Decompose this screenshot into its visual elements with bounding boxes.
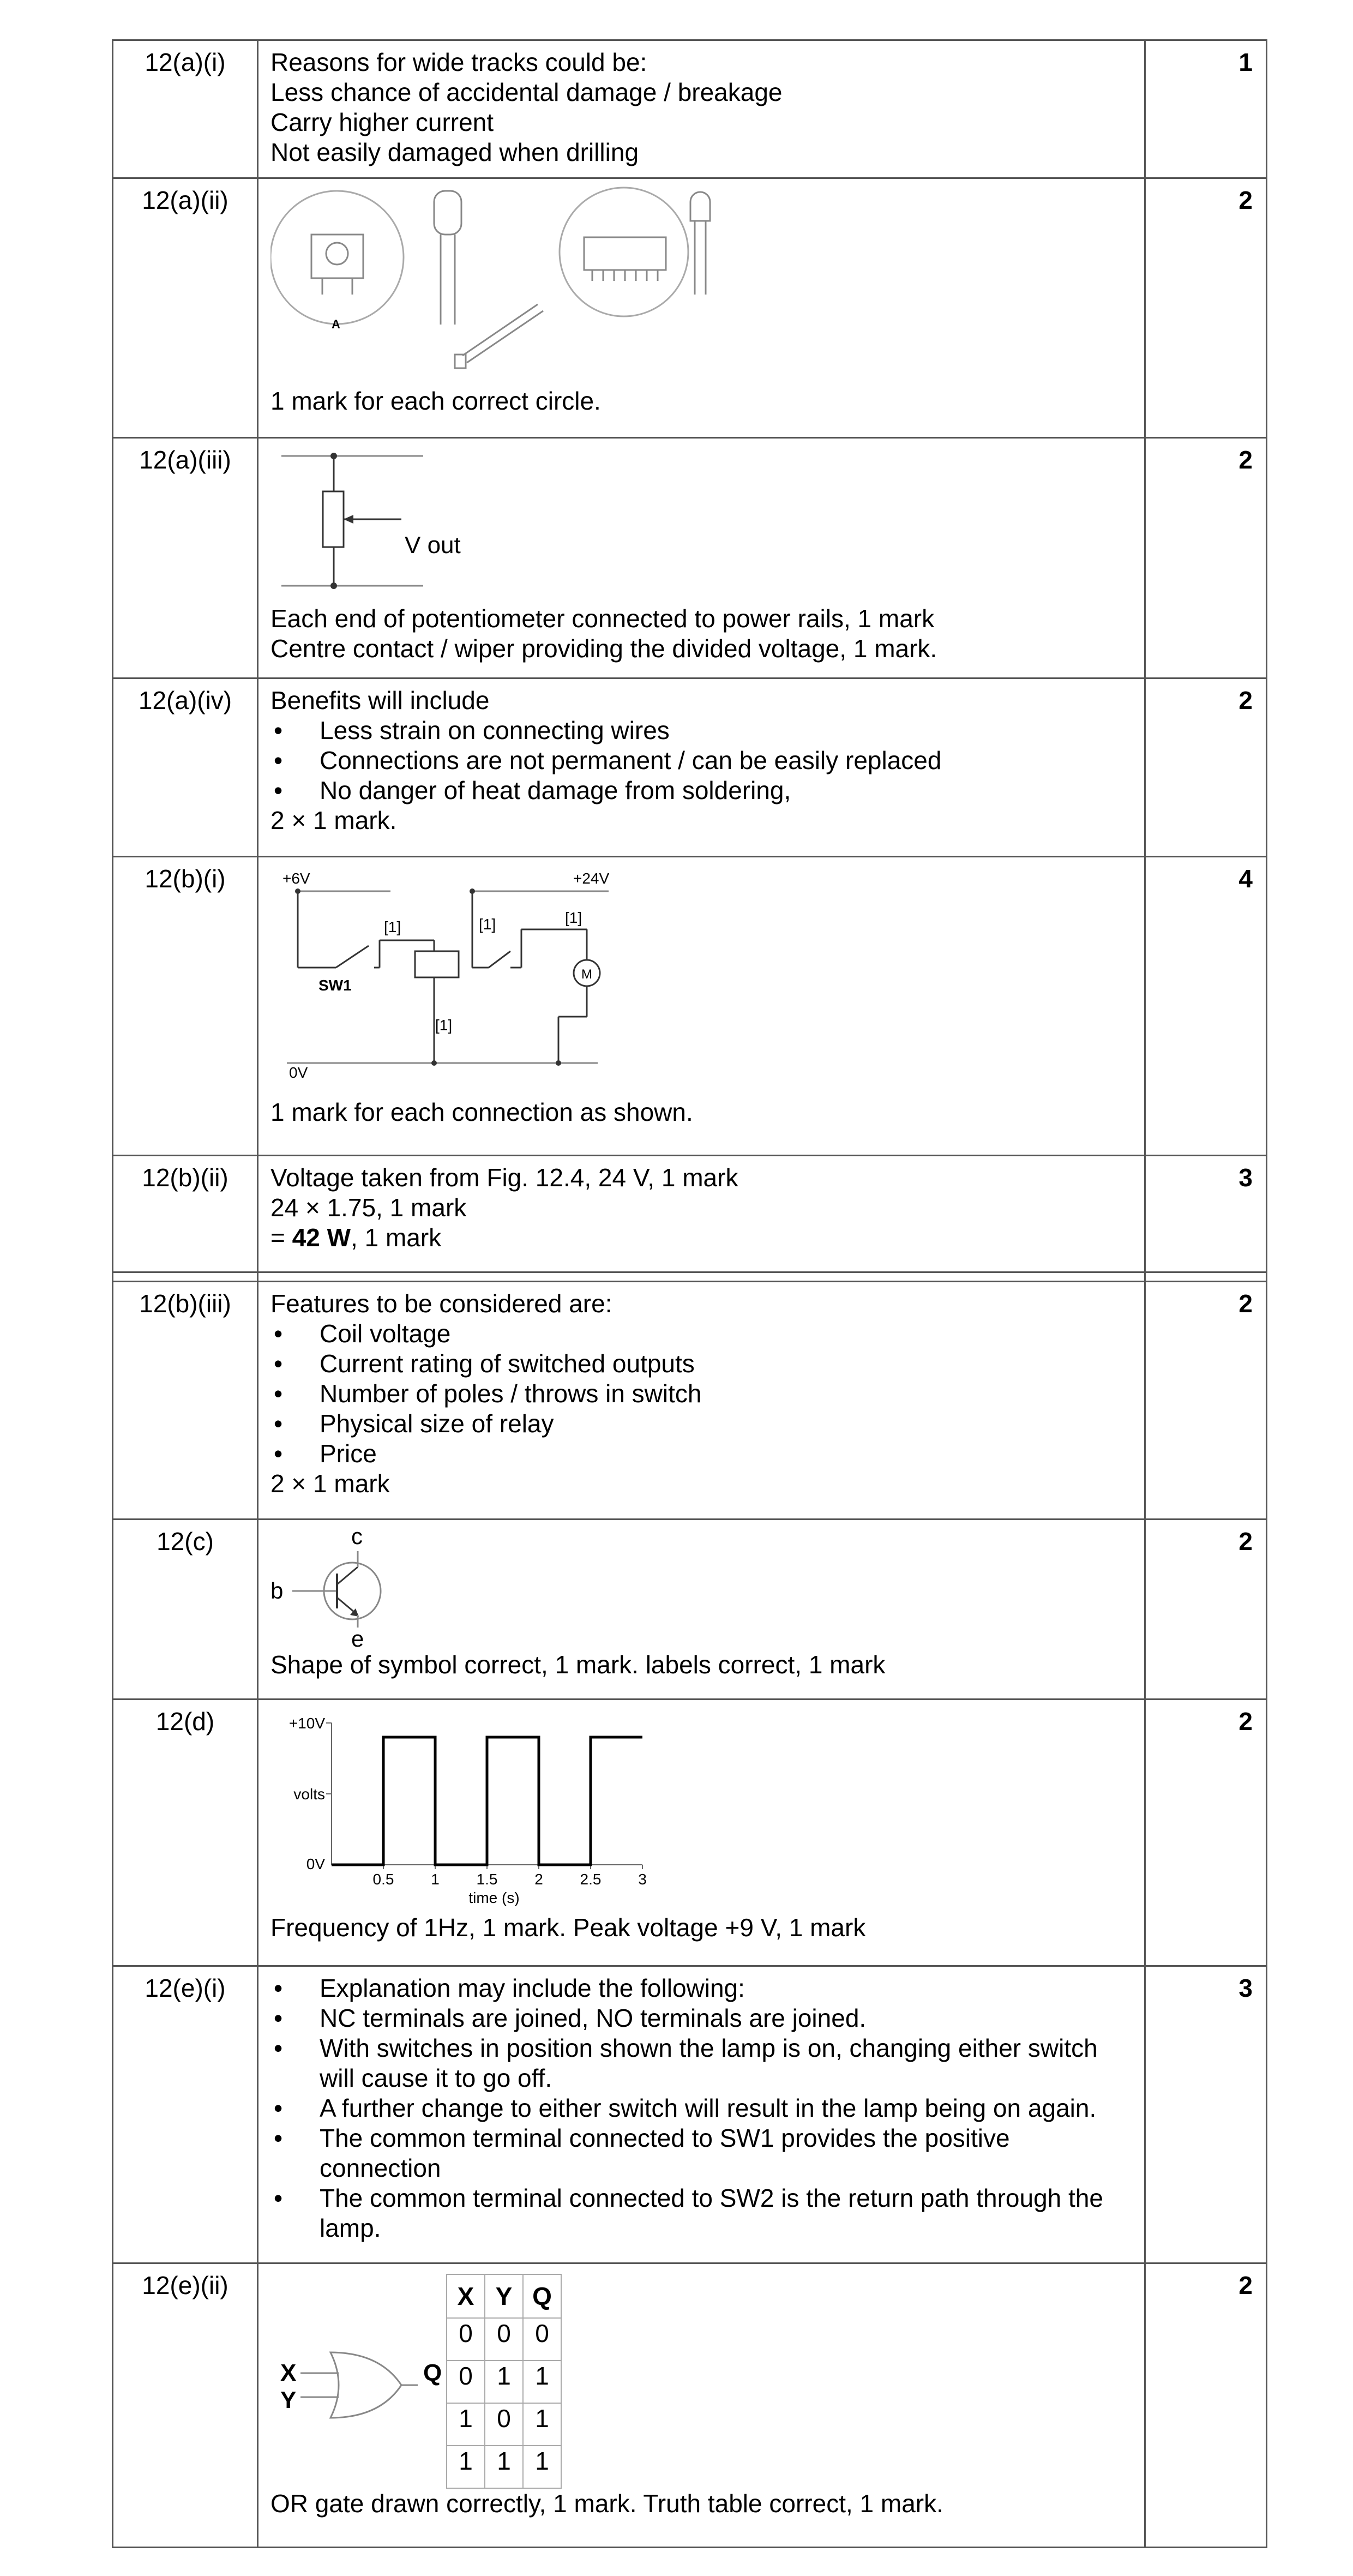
marks: 2: [1145, 2263, 1267, 2548]
question-number: 12(e)(i): [113, 1966, 258, 2263]
output-q-label: Q: [423, 2359, 442, 2386]
input-y-label: Y: [280, 2387, 297, 2413]
answer-tail: 2 × 1 mark.: [270, 806, 397, 834]
x-tick-label: 2.5: [580, 1871, 602, 1888]
table-row: [113, 678, 1267, 857]
table-row: [113, 40, 1267, 178]
table-row: [113, 1700, 1267, 1966]
marks: 3: [1145, 1966, 1267, 2263]
answer-line: Not easily damaged when drilling: [270, 138, 639, 166]
truth-table-row: [447, 2318, 561, 2361]
answer-note: 1 mark for each connection as shown.: [270, 1098, 693, 1126]
question-number: 12(b)(ii): [113, 1156, 258, 1272]
truth-table-cell: 1: [523, 2446, 561, 2488]
question-number: 12(c): [113, 1520, 258, 1700]
table-row: [113, 1282, 1267, 1520]
truth-table-heading: Q: [523, 2274, 561, 2318]
answer-line: Centre contact / wiper providing the divided voltage, 1 mark.: [270, 634, 937, 663]
table-row: [113, 857, 1267, 1156]
answer-suffix: , 1 mark: [351, 1223, 442, 1252]
separator-cell: [258, 1272, 1145, 1282]
marks: 2: [1145, 1520, 1267, 1700]
potentiometer-figure: [270, 445, 521, 601]
x-tick-label: 1.5: [476, 1871, 498, 1888]
vout-label: V out: [405, 532, 461, 559]
separator-cell: [1145, 1272, 1267, 1282]
list-item: • No danger of heat damage from soldering,: [270, 776, 1132, 806]
list-item: • The common terminal connected to SW1 provides the positive connection: [270, 2123, 1132, 2183]
list-item: • Price: [270, 1439, 1132, 1469]
truth-table-cell: 0: [523, 2318, 561, 2361]
answer-line: Carry higher current: [270, 108, 494, 136]
truth-table-cell: 0: [485, 2318, 523, 2361]
mark-label: [1]: [384, 918, 401, 935]
question-number: 12(b)(iii): [113, 1282, 258, 1520]
question-number: 12(a)(iii): [113, 438, 258, 678]
marks: 1: [1145, 40, 1267, 178]
mark-label: [1]: [435, 1017, 453, 1034]
transistor-symbol: [270, 1527, 412, 1648]
answer-line: Reasons for wide tracks could be:: [270, 48, 647, 76]
answer-cell: [258, 178, 1145, 438]
y-tick-label: 0V: [306, 1856, 325, 1872]
marks: 2: [1145, 1700, 1267, 1966]
marks: 2: [1145, 678, 1267, 857]
list-item: • Connections are not permanent / can be easily replaced: [270, 746, 1132, 776]
answer-cell: [258, 1282, 1145, 1520]
marks: 3: [1145, 1156, 1267, 1272]
series-line: [332, 1737, 642, 1865]
list-item: • Number of poles / throws in switch: [270, 1379, 1132, 1409]
question-number: 12(a)(i): [113, 40, 258, 178]
marks: 2: [1145, 438, 1267, 678]
truth-table: [446, 2274, 562, 2489]
ground-label: 0V: [289, 1064, 308, 1081]
answer-cell: [258, 1700, 1145, 1966]
answer-note: Shape of symbol correct, 1 mark. labels correct, 1 mark: [270, 1650, 886, 1679]
table-row: [113, 1520, 1267, 1700]
truth-table-heading: Y: [485, 2274, 523, 2318]
switch-label: SW1: [318, 977, 352, 994]
truth-table-cell: 0: [447, 2361, 485, 2403]
answer-cell: [258, 1966, 1145, 2263]
marks: 2: [1145, 1282, 1267, 1520]
table-row-separator: [113, 1272, 1267, 1282]
answer-cell: [258, 1156, 1145, 1272]
truth-table-cell: 1: [485, 2361, 523, 2403]
separator-cell: [113, 1272, 258, 1282]
table-row: [113, 1966, 1267, 2263]
answer-cell: [258, 438, 1145, 678]
truth-table-heading: X: [447, 2274, 485, 2318]
truth-table-cell: 0: [447, 2318, 485, 2361]
answer-value: 42 W: [292, 1223, 351, 1252]
marks: 2: [1145, 178, 1267, 438]
question-number: 12(d): [113, 1700, 258, 1966]
answer-cell: [258, 678, 1145, 857]
components-figure: [270, 185, 739, 382]
collector-label: c: [351, 1527, 363, 1549]
x-tick-label: 2: [534, 1871, 543, 1888]
table-row: [113, 438, 1267, 678]
relay-circuit-figure: [270, 864, 652, 1093]
bullet-list: [270, 1319, 1132, 1469]
mark-label: [1]: [479, 916, 496, 933]
base-label: b: [270, 1578, 284, 1604]
answer-note: OR gate drawn correctly, 1 mark. Truth table correct, 1 mark.: [270, 2489, 943, 2518]
answer-note: Frequency of 1Hz, 1 mark. Peak voltage +9 V, 1 mark: [270, 1913, 866, 1942]
list-item: • Less strain on connecting wires: [270, 716, 1132, 746]
x-tick-label: 1: [431, 1871, 440, 1888]
question-number: 12(a)(iv): [113, 678, 258, 857]
truth-table-cell: 1: [447, 2446, 485, 2488]
answer-line: [270, 1223, 1132, 1253]
motor-label: M: [581, 967, 592, 982]
answer-intro: Benefits will include: [270, 686, 490, 714]
list-item: • Explanation may include the following:: [270, 1973, 1132, 2003]
answer-cell: [258, 857, 1145, 1156]
answer-intro: Features to be considered are:: [270, 1289, 612, 1318]
table-row: [113, 178, 1267, 438]
truth-table-cell: 0: [485, 2403, 523, 2446]
table-row: [113, 1156, 1267, 1272]
list-item: • A further change to either switch will result in the lamp being on again.: [270, 2093, 1132, 2123]
x-tick-label: 3: [638, 1871, 647, 1888]
table-row: [113, 2263, 1267, 2548]
input-x-label: X: [280, 2359, 297, 2386]
question-number: 12(b)(i): [113, 857, 258, 1156]
component-label: A: [332, 317, 340, 331]
answer-prefix: =: [270, 1223, 292, 1252]
y-tick-label: +10V: [288, 1715, 325, 1732]
answer-line: Less chance of accidental damage / breakage: [270, 78, 783, 106]
list-item: • Physical size of relay: [270, 1409, 1132, 1439]
truth-table-header: [447, 2274, 561, 2318]
answer-note: 1 mark for each correct circle.: [270, 387, 601, 415]
y-axis-label: volts: [293, 1786, 325, 1803]
answer-tail: 2 × 1 mark: [270, 1469, 390, 1498]
bullet-list: [270, 716, 1132, 806]
mark-label: [1]: [565, 909, 582, 926]
truth-table-cell: 1: [523, 2361, 561, 2403]
truth-table-row: [447, 2446, 561, 2488]
or-gate-symbol: [270, 2331, 445, 2451]
truth-table-cell: 1: [523, 2403, 561, 2446]
question-number: 12(e)(ii): [113, 2263, 258, 2548]
mark-scheme-table: [112, 39, 1267, 2548]
square-wave-chart: [270, 1707, 663, 1908]
truth-table-row: [447, 2403, 561, 2446]
answer-line: Voltage taken from Fig. 12.4, 24 V, 1 mark: [270, 1163, 738, 1192]
emitter-label: e: [351, 1626, 364, 1648]
truth-table-row: [447, 2361, 561, 2403]
bullet-list: [270, 1973, 1132, 2243]
answer-cell: [258, 2263, 1145, 2548]
list-item: • Coil voltage: [270, 1319, 1132, 1349]
list-item: • With switches in position shown the lamp is on, changing either switch will cause it to go off.: [270, 2033, 1132, 2093]
answer-line: Each end of potentiometer connected to power rails, 1 mark: [270, 604, 935, 633]
x-axis-label: time (s): [468, 1889, 520, 1906]
or-gate-figure: [270, 2271, 1132, 2489]
supply-24v-label: +24V: [573, 870, 610, 887]
truth-table-cell: 1: [485, 2446, 523, 2488]
supply-6v-label: +6V: [282, 870, 310, 887]
x-tick-label: 0.5: [372, 1871, 394, 1888]
answer-cell: [258, 1520, 1145, 1700]
answer-cell: [258, 40, 1145, 178]
truth-table-cell: 1: [447, 2403, 485, 2446]
list-item: • NC terminals are joined, NO terminals are joined.: [270, 2003, 1132, 2033]
list-item: • The common terminal connected to SW2 is the return path through the lamp.: [270, 2183, 1132, 2243]
answer-line: 24 × 1.75, 1 mark: [270, 1193, 467, 1222]
marks: 4: [1145, 857, 1267, 1156]
question-number: 12(a)(ii): [113, 178, 258, 438]
list-item: • Current rating of switched outputs: [270, 1349, 1132, 1379]
